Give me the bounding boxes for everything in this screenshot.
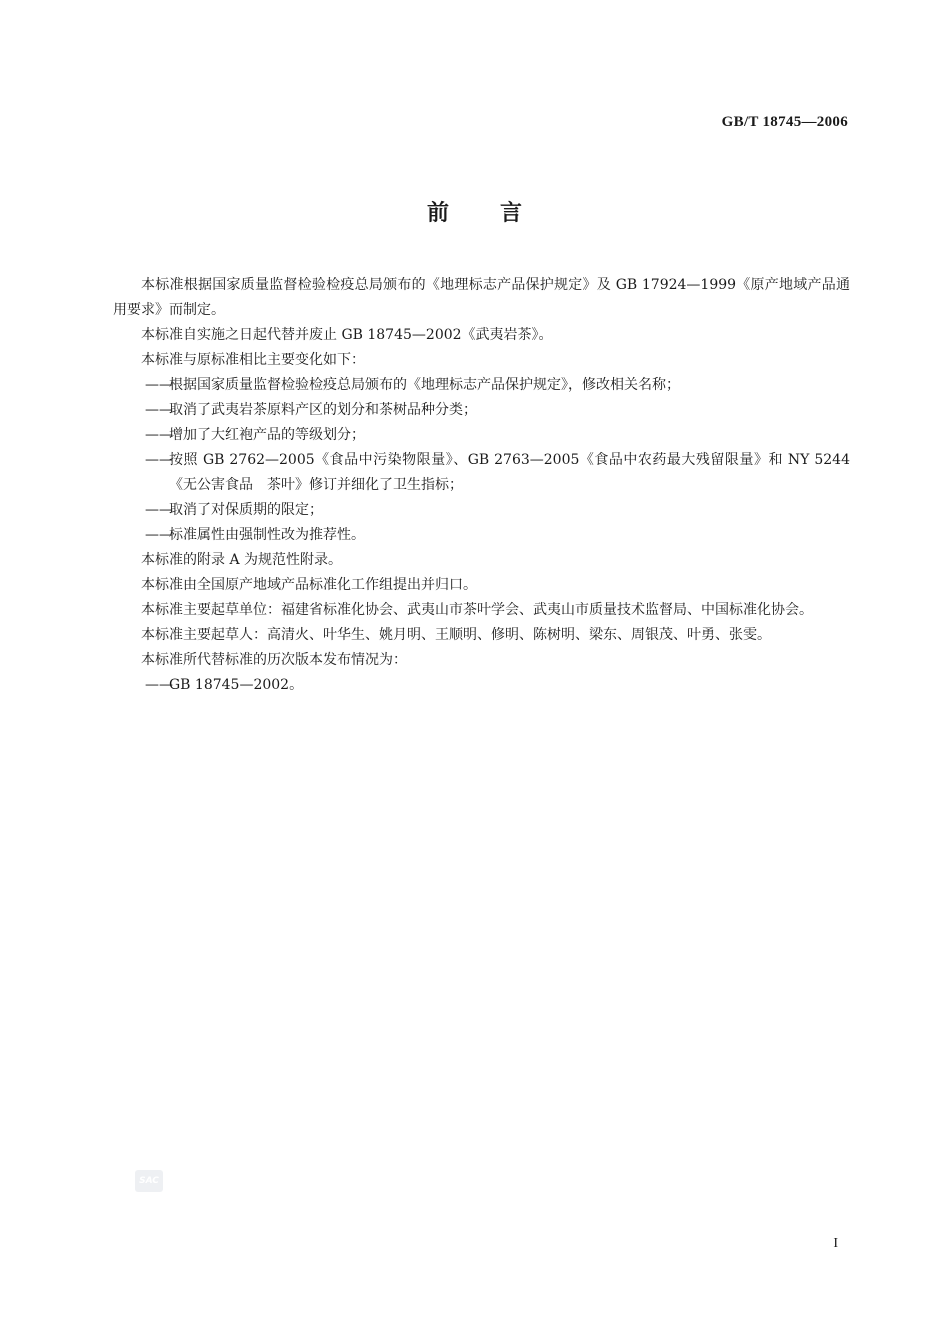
- dash-mark: ——: [145, 677, 173, 693]
- paragraph: 本标准自实施之日起代替并废止 GB 18745—2002《武夷岩茶》。: [141, 327, 553, 343]
- paragraph: 本标准与原标准相比主要变化如下：: [141, 352, 365, 368]
- change-list-text: 增加了大红袍产品的等级划分；: [169, 427, 365, 443]
- dash-mark: ——: [145, 452, 173, 468]
- page-number: I: [833, 1236, 838, 1251]
- change-list-text: 取消了武夷岩茶原料产区的划分和茶树品种分类；: [169, 402, 477, 418]
- change-list-item: [113, 423, 850, 448]
- dash-mark: ——: [145, 377, 173, 393]
- foreword-body: [113, 273, 850, 698]
- dash-mark: ——: [145, 502, 173, 518]
- previous-edition-text: GB 18745—2002。: [169, 677, 304, 693]
- paragraph: 本标准主要起草人：高清火、叶华生、姚月明、王顺明、修明、陈树明、梁东、周银茂、叶勇、张雯。: [141, 627, 771, 643]
- paragraph: 本标准主要起草单位：福建省标准化协会、武夷山市茶叶学会、武夷山市质量技术监督局、中国标准化协会。: [141, 602, 813, 618]
- title-part-1: 前: [426, 201, 450, 226]
- change-list-text: 根据国家质量监督检验检疫总局颁布的《地理标志产品保护规定》，修改相关名称；: [169, 377, 680, 393]
- title-part-2: 言: [500, 201, 524, 226]
- page-title: [0, 196, 950, 227]
- sac-logo-watermark: SAC: [135, 1170, 163, 1192]
- change-list-text: 标准属性由强制性改为推荐性。: [169, 527, 365, 543]
- previous-edition-item: [113, 673, 850, 698]
- change-list-item: [113, 448, 850, 498]
- change-list-item: [113, 523, 850, 548]
- change-list-item: [113, 398, 850, 423]
- standard-code: GB/T 18745—2006: [721, 114, 848, 130]
- change-list-item: [113, 498, 850, 523]
- paragraph: 本标准根据国家质量监督检验检疫总局颁布的《地理标志产品保护规定》及 GB 17924—1999《原产地域产品通用要求》而制定。: [113, 277, 850, 318]
- change-list-text: 按照 GB 2762—2005《食品中污染物限量》、GB 2763—2005《食品中农药最大残留限量》和 NY 5244《无公害食品 茶叶》修订并细化了卫生指标；: [169, 452, 850, 493]
- paragraph: 本标准所代替标准的历次版本发布情况为：: [141, 652, 407, 668]
- dash-mark: ——: [145, 527, 173, 543]
- change-list-text: 取消了对保质期的限定；: [169, 502, 323, 518]
- change-list-item: [113, 373, 850, 398]
- dash-mark: ——: [145, 427, 173, 443]
- paragraph: 本标准由全国原产地域产品标准化工作组提出并归口。: [141, 577, 477, 593]
- paragraph: 本标准的附录 A 为规范性附录。: [141, 552, 343, 568]
- dash-mark: ——: [145, 402, 173, 418]
